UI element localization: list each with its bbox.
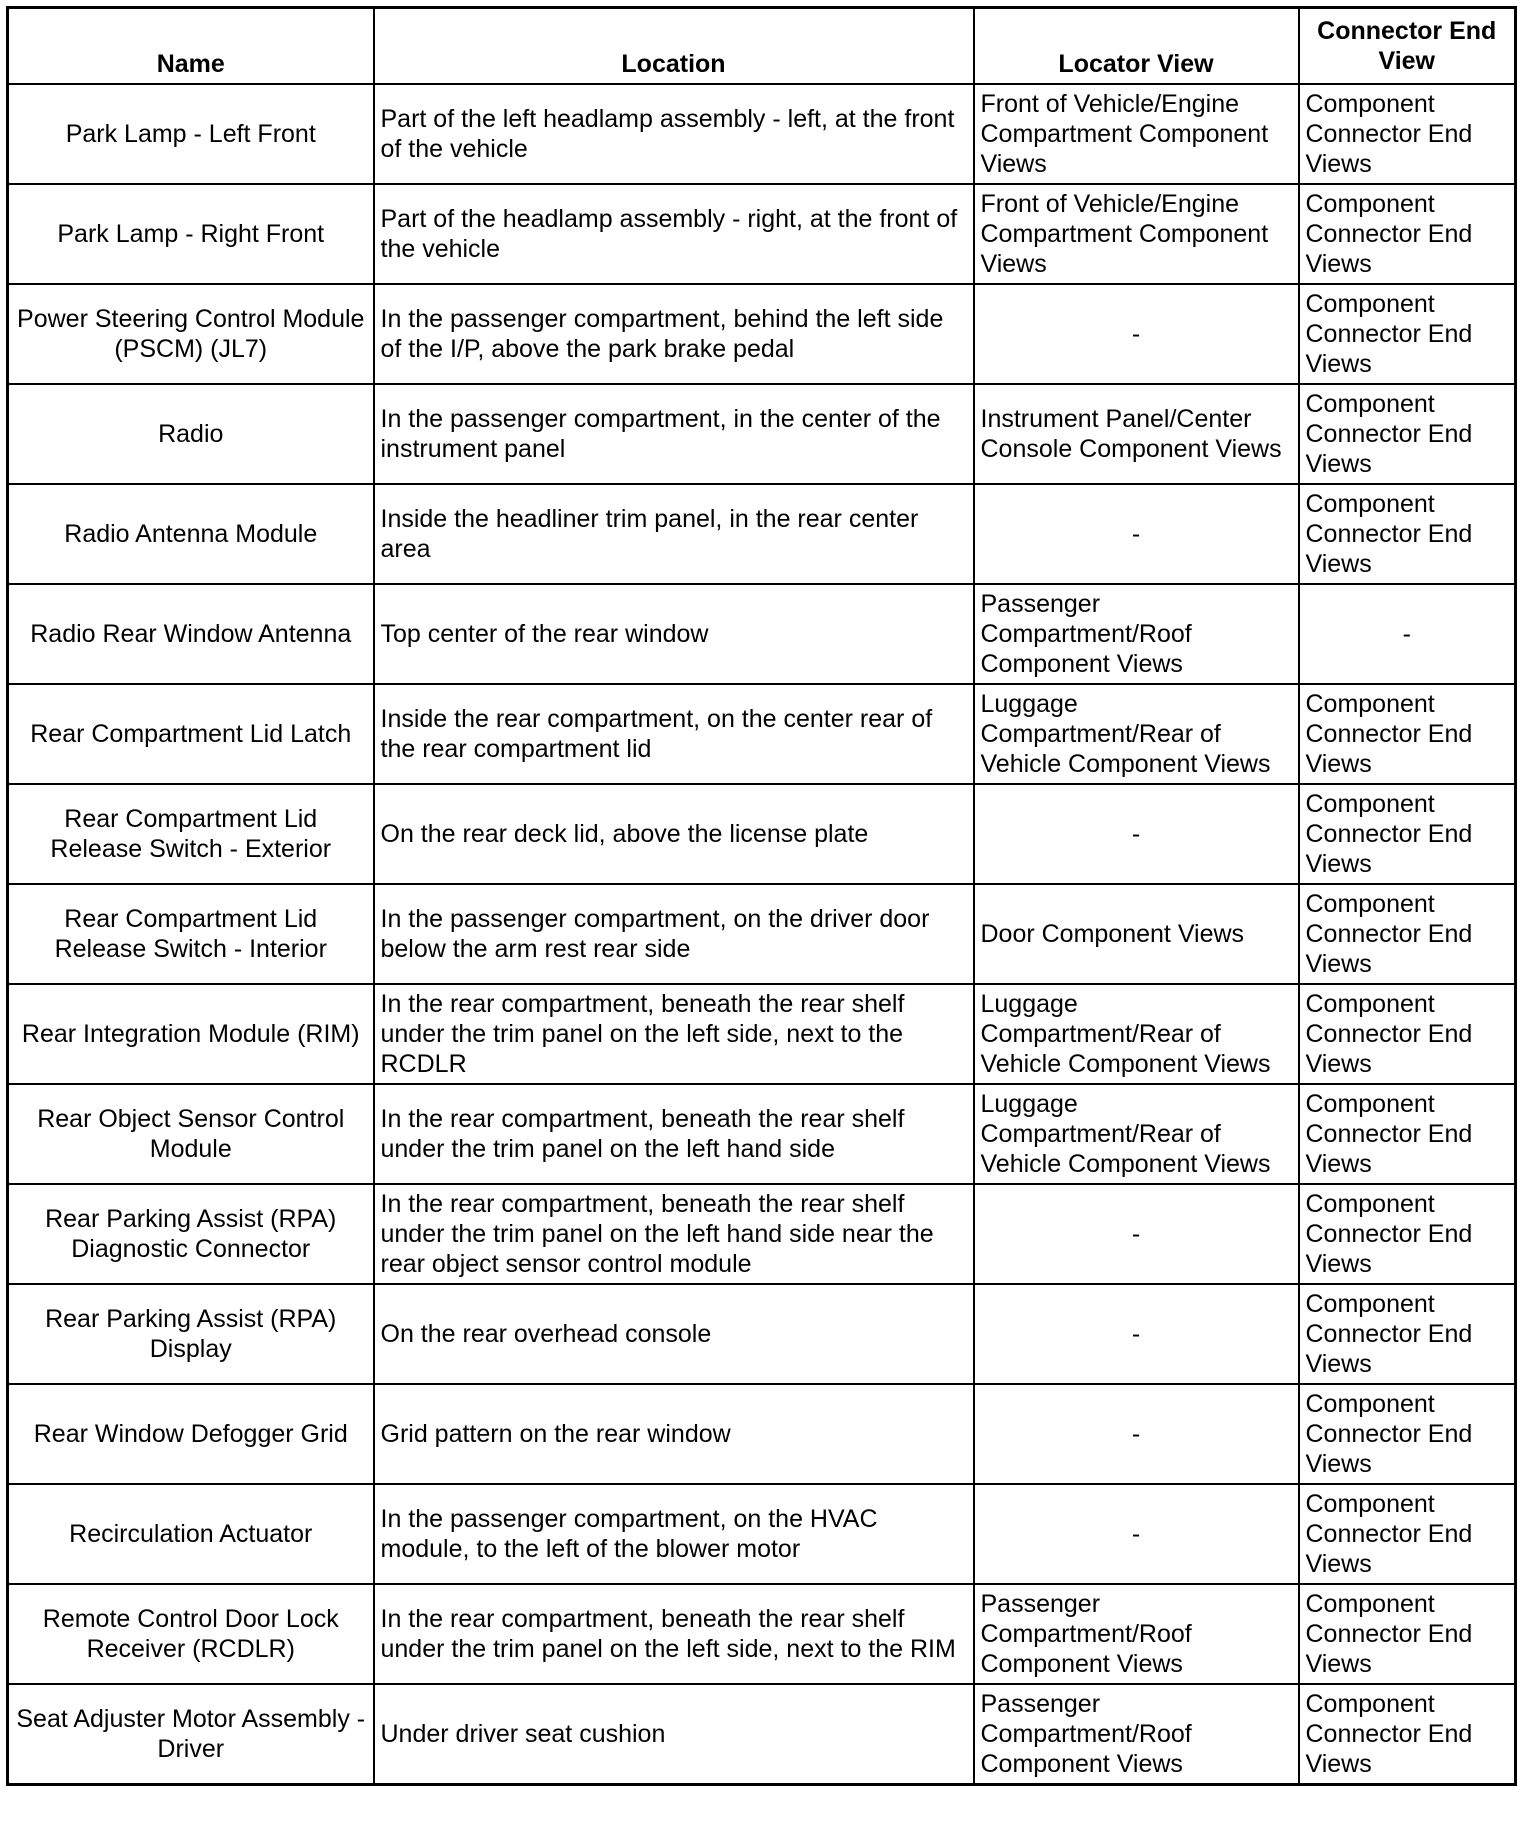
locator-view-cell: - — [974, 284, 1299, 384]
location-cell: Part of the left headlamp assembly - left, at the front of the vehicle — [374, 84, 974, 184]
connector-end-view-cell: - — [1299, 584, 1516, 684]
connector-end-view-cell: Component Connector End Views — [1299, 84, 1516, 184]
locator-view-cell: Passenger Compartment/Roof Component Views — [974, 1584, 1299, 1684]
name-cell: Recirculation Actuator — [8, 1484, 374, 1584]
name-cell: Seat Adjuster Motor Assembly - Driver — [8, 1684, 374, 1785]
locator-view-cell: Front of Vehicle/Engine Compartment Component Views — [974, 184, 1299, 284]
location-cell: Under driver seat cushion — [374, 1684, 974, 1785]
location-cell: In the rear compartment, beneath the rear shelf under the trim panel on the left hand side — [374, 1084, 974, 1184]
locator-view-cell: Instrument Panel/Center Console Component Views — [974, 384, 1299, 484]
table-row — [8, 584, 1516, 684]
table-body — [8, 84, 1516, 1785]
connector-end-view-cell: Component Connector End Views — [1299, 1284, 1516, 1384]
locator-view-cell: - — [974, 1184, 1299, 1284]
connector-end-view-cell: Component Connector End Views — [1299, 1184, 1516, 1284]
locator-view-cell: - — [974, 784, 1299, 884]
table-header — [8, 8, 1516, 85]
connector-end-view-cell: Component Connector End Views — [1299, 1684, 1516, 1785]
name-cell: Rear Integration Module (RIM) — [8, 984, 374, 1084]
table-row — [8, 784, 1516, 884]
table-row — [8, 1584, 1516, 1684]
location-cell: On the rear deck lid, above the license plate — [374, 784, 974, 884]
locator-view-cell: Door Component Views — [974, 884, 1299, 984]
header-location: Location — [374, 8, 974, 85]
name-cell: Rear Compartment Lid Release Switch - Exterior — [8, 784, 374, 884]
location-cell: Top center of the rear window — [374, 584, 974, 684]
table-row — [8, 1684, 1516, 1785]
component-locator-table — [6, 6, 1517, 1786]
connector-end-view-cell: Component Connector End Views — [1299, 1384, 1516, 1484]
location-cell: In the passenger compartment, on the HVAC module, to the left of the blower motor — [374, 1484, 974, 1584]
name-cell: Rear Parking Assist (RPA) Display — [8, 1284, 374, 1384]
table-row — [8, 484, 1516, 584]
name-cell: Rear Compartment Lid Latch — [8, 684, 374, 784]
table-row — [8, 184, 1516, 284]
locator-view-cell: - — [974, 1384, 1299, 1484]
header-row — [8, 8, 1516, 85]
location-cell: Inside the headliner trim panel, in the rear center area — [374, 484, 974, 584]
connector-end-view-cell: Component Connector End Views — [1299, 484, 1516, 584]
name-cell: Radio — [8, 384, 374, 484]
table-row — [8, 1384, 1516, 1484]
table-row — [8, 1484, 1516, 1584]
header-connector-end-view: Connector End View — [1299, 8, 1516, 85]
location-cell: Inside the rear compartment, on the center rear of the rear compartment lid — [374, 684, 974, 784]
locator-view-cell: - — [974, 1284, 1299, 1384]
table-row — [8, 1284, 1516, 1384]
connector-end-view-cell: Component Connector End Views — [1299, 784, 1516, 884]
table-row — [8, 284, 1516, 384]
table-row — [8, 84, 1516, 184]
name-cell: Park Lamp - Right Front — [8, 184, 374, 284]
name-cell: Park Lamp - Left Front — [8, 84, 374, 184]
connector-end-view-cell: Component Connector End Views — [1299, 884, 1516, 984]
connector-end-view-cell: Component Connector End Views — [1299, 1584, 1516, 1684]
table-row — [8, 384, 1516, 484]
locator-view-cell: Luggage Compartment/Rear of Vehicle Component Views — [974, 984, 1299, 1084]
locator-view-cell: Passenger Compartment/Roof Component Views — [974, 1684, 1299, 1785]
name-cell: Remote Control Door Lock Receiver (RCDLR) — [8, 1584, 374, 1684]
table-row — [8, 684, 1516, 784]
table-row — [8, 1084, 1516, 1184]
locator-view-cell: Luggage Compartment/Rear of Vehicle Component Views — [974, 1084, 1299, 1184]
connector-end-view-cell: Component Connector End Views — [1299, 384, 1516, 484]
name-cell: Power Steering Control Module (PSCM) (JL7) — [8, 284, 374, 384]
connector-end-view-cell: Component Connector End Views — [1299, 284, 1516, 384]
connector-end-view-cell: Component Connector End Views — [1299, 1484, 1516, 1584]
name-cell: Rear Compartment Lid Release Switch - Interior — [8, 884, 374, 984]
location-cell: In the passenger compartment, in the center of the instrument panel — [374, 384, 974, 484]
connector-end-view-cell: Component Connector End Views — [1299, 984, 1516, 1084]
location-cell: In the passenger compartment, behind the left side of the I/P, above the park brake pedal — [374, 284, 974, 384]
table-row — [8, 884, 1516, 984]
location-cell: In the rear compartment, beneath the rear shelf under the trim panel on the left hand side near the rear object sensor control module — [374, 1184, 974, 1284]
name-cell: Rear Window Defogger Grid — [8, 1384, 374, 1484]
locator-view-cell: Luggage Compartment/Rear of Vehicle Component Views — [974, 684, 1299, 784]
name-cell: Radio Rear Window Antenna — [8, 584, 374, 684]
locator-view-cell: - — [974, 1484, 1299, 1584]
location-cell: In the rear compartment, beneath the rear shelf under the trim panel on the left side, next to the RCDLR — [374, 984, 974, 1084]
connector-end-view-cell: Component Connector End Views — [1299, 1084, 1516, 1184]
location-cell: Grid pattern on the rear window — [374, 1384, 974, 1484]
header-locator-view: Locator View — [974, 8, 1299, 85]
name-cell: Rear Parking Assist (RPA) Diagnostic Connector — [8, 1184, 374, 1284]
location-cell: On the rear overhead console — [374, 1284, 974, 1384]
location-cell: In the rear compartment, beneath the rear shelf under the trim panel on the left side, next to the RIM — [374, 1584, 974, 1684]
connector-end-view-cell: Component Connector End Views — [1299, 184, 1516, 284]
name-cell: Radio Antenna Module — [8, 484, 374, 584]
component-locator-document — [6, 6, 1514, 1820]
table-row — [8, 984, 1516, 1084]
locator-view-cell: - — [974, 484, 1299, 584]
location-cell: Part of the headlamp assembly - right, at the front of the vehicle — [374, 184, 974, 284]
location-cell: In the passenger compartment, on the driver door below the arm rest rear side — [374, 884, 974, 984]
table-row — [8, 1184, 1516, 1284]
header-name: Name — [8, 8, 374, 85]
locator-view-cell: Front of Vehicle/Engine Compartment Component Views — [974, 84, 1299, 184]
connector-end-view-cell: Component Connector End Views — [1299, 684, 1516, 784]
locator-view-cell: Passenger Compartment/Roof Component Views — [974, 584, 1299, 684]
name-cell: Rear Object Sensor Control Module — [8, 1084, 374, 1184]
